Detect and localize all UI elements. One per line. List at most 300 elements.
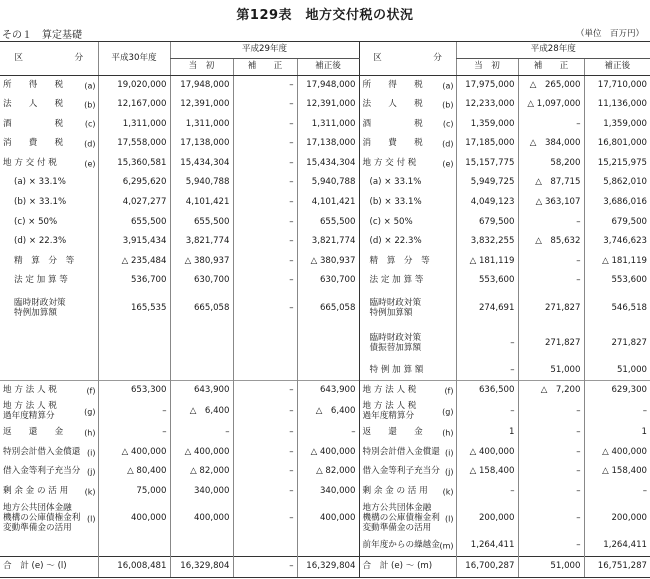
right-row-label <box>359 537 456 557</box>
right-row-label <box>359 252 456 272</box>
row-label-text: 地方公共団体金融 機構の公庫債権金利 変動準備金の活用 <box>3 503 81 534</box>
cell-h28-initial: 274,691 <box>456 291 518 326</box>
left-row-label <box>0 95 98 115</box>
row-label-text: 臨時財政対策 特例加算額 <box>14 297 66 318</box>
cell-h29-after <box>297 361 359 381</box>
cell-h29-after: 340,000 <box>297 482 359 502</box>
cell-h28-after: 546,518 <box>584 291 650 326</box>
cell-h30: 653,300 <box>98 381 170 401</box>
row-mark: (f) <box>444 386 454 396</box>
cell-h30: 536,700 <box>98 271 170 291</box>
row-label-text: 特別会計借入金償還 <box>3 446 81 457</box>
right-row-label <box>359 443 456 463</box>
cell-h30: 165,535 <box>98 291 170 326</box>
row-label-text: (a) × 33.1% <box>369 177 422 188</box>
cell-h28-after: 11,136,000 <box>584 95 650 115</box>
table-row <box>0 213 650 233</box>
row-label-text: 法 人 税 <box>3 98 64 109</box>
cell-h29-correction: – <box>233 154 297 174</box>
header-kubun-right: 区 分 <box>359 42 456 76</box>
row-label-text: 臨時財政対策 債振替加算額 <box>369 332 422 353</box>
cell-h29-correction <box>233 537 297 557</box>
table-row <box>0 232 650 252</box>
cell-h28-initial: 679,500 <box>456 213 518 233</box>
cell-h29-after: 3,821,774 <box>297 232 359 252</box>
left-row-label <box>0 115 98 135</box>
cell-h28-correction: △ 7,200 <box>518 381 584 401</box>
cell-h28-correction: – <box>518 443 584 463</box>
row-label-text: (d) × 22.3% <box>369 236 422 247</box>
table-row <box>0 482 650 502</box>
row-label-text: 地 方 交 付 税 <box>362 157 417 168</box>
cell-h29-initial <box>170 537 233 557</box>
row-label-text: 酒 税 <box>362 118 423 129</box>
table-row <box>0 134 650 154</box>
cell-h29-initial: 643,900 <box>170 381 233 401</box>
table-row <box>0 154 650 174</box>
cell-h29-initial: 340,000 <box>170 482 233 502</box>
row-mark: (j) <box>87 467 96 477</box>
left-row-label <box>0 76 98 96</box>
right-row-label <box>359 326 456 361</box>
cell-h28-correction: – <box>518 502 584 537</box>
row-mark: (i) <box>445 448 454 458</box>
cell-h30 <box>98 361 170 381</box>
cell-h29-correction: – <box>233 115 297 135</box>
header-h28: 平成28年度 <box>456 42 650 59</box>
right-row-label <box>359 291 456 326</box>
cell-h28-correction: 271,827 <box>518 291 584 326</box>
table-body <box>0 76 650 578</box>
row-mark: (b) <box>442 100 454 110</box>
left-row-label <box>0 400 98 423</box>
row-label-text: (c) × 50% <box>369 216 413 227</box>
table-row <box>0 271 650 291</box>
cell-h28-initial: 5,949,725 <box>456 173 518 193</box>
left-row-label <box>0 193 98 213</box>
cell-h29-correction: – <box>233 482 297 502</box>
row-label-text: 地 方 法 人 税 <box>362 384 417 395</box>
cell-h29-after: – <box>297 423 359 443</box>
row-label-text: (c) × 50% <box>14 216 58 227</box>
row-mark: (c) <box>442 119 454 129</box>
right-row-label <box>359 482 456 502</box>
cell-h29-correction: – <box>233 423 297 443</box>
table-row <box>0 462 650 482</box>
table-row <box>0 252 650 272</box>
cell-h30: △ 80,400 <box>98 462 170 482</box>
cell-h28-correction: – <box>518 537 584 557</box>
right-row-label <box>359 462 456 482</box>
row-mark: (g) <box>84 407 96 417</box>
row-mark: (h) <box>84 428 96 438</box>
cell-h28-correction: 51,000 <box>518 556 584 577</box>
cell-h29-correction <box>233 326 297 361</box>
cell-h29-correction: – <box>233 291 297 326</box>
cell-h28-correction: – <box>518 462 584 482</box>
right-row-label <box>359 95 456 115</box>
tax-table <box>0 41 650 578</box>
cell-h29-after: 12,391,000 <box>297 95 359 115</box>
cell-h29-initial: 3,821,774 <box>170 232 233 252</box>
cell-h28-after: – <box>584 400 650 423</box>
cell-h28-initial: △ 181,119 <box>456 252 518 272</box>
cell-h30: 16,008,481 <box>98 556 170 577</box>
row-label-text: 地 方 法 人 税 過年度精算分 <box>362 400 417 421</box>
cell-h28-initial: 17,975,000 <box>456 76 518 96</box>
cell-h30: 655,500 <box>98 213 170 233</box>
cell-h28-correction: – <box>518 115 584 135</box>
row-label-text: 消 費 税 <box>3 138 64 149</box>
cell-h30: △ 235,484 <box>98 252 170 272</box>
table-row <box>0 291 650 326</box>
cell-h29-initial: △ 380,937 <box>170 252 233 272</box>
header-h30: 平成30年度 <box>98 42 170 76</box>
cell-h29-after: 16,329,804 <box>297 556 359 577</box>
cell-h28-initial: 17,185,000 <box>456 134 518 154</box>
row-label-text: 借入金等利子充当分 <box>3 466 81 477</box>
row-mark: (l) <box>87 514 96 524</box>
cell-h29-after: 400,000 <box>297 502 359 537</box>
cell-h28-after: 1 <box>584 423 650 443</box>
row-mark: (e) <box>442 159 454 169</box>
left-row-label <box>0 443 98 463</box>
cell-h29-after <box>297 537 359 557</box>
cell-h28-after: △ 181,119 <box>584 252 650 272</box>
row-label-text: 合 計 (e) ～ (l) <box>3 560 67 571</box>
cell-h29-initial: 400,000 <box>170 502 233 537</box>
cell-h28-initial: △ 158,400 <box>456 462 518 482</box>
cell-h30: 15,360,581 <box>98 154 170 174</box>
right-row-label <box>359 115 456 135</box>
cell-h28-correction: – <box>518 252 584 272</box>
right-row-label <box>359 502 456 537</box>
table-row <box>0 502 650 537</box>
cell-h29-correction: – <box>233 443 297 463</box>
right-row-label <box>359 556 456 577</box>
cell-h28-correction: △ 265,000 <box>518 76 584 96</box>
left-row-label <box>0 154 98 174</box>
cell-h29-correction: – <box>233 502 297 537</box>
cell-h28-initial: 12,233,000 <box>456 95 518 115</box>
row-label-text: 地 方 法 人 税 過年度精算分 <box>3 400 57 421</box>
row-label-text: (a) × 33.1% <box>14 177 66 188</box>
left-row-label <box>0 381 98 401</box>
cell-h30 <box>98 537 170 557</box>
cell-h28-correction: △ 87,715 <box>518 173 584 193</box>
cell-h29-after <box>297 326 359 361</box>
cell-h29-initial: 630,700 <box>170 271 233 291</box>
cell-h29-after: 665,058 <box>297 291 359 326</box>
cell-h28-correction: – <box>518 423 584 443</box>
cell-h29-initial: 655,500 <box>170 213 233 233</box>
cell-h28-correction: 58,200 <box>518 154 584 174</box>
right-row-label <box>359 134 456 154</box>
cell-h28-initial: – <box>456 326 518 361</box>
row-mark: (k) <box>84 487 96 497</box>
cell-h28-after: 16,801,000 <box>584 134 650 154</box>
cell-h29-correction: – <box>233 76 297 96</box>
right-row-label <box>359 193 456 213</box>
cell-h29-initial: 1,311,000 <box>170 115 233 135</box>
cell-h29-after: 655,500 <box>297 213 359 233</box>
table-row <box>0 193 650 213</box>
cell-h29-initial: 4,101,421 <box>170 193 233 213</box>
header-h29-after: 補正後 <box>297 59 359 76</box>
cell-h29-correction: – <box>233 252 297 272</box>
cell-h28-correction: – <box>518 400 584 423</box>
cell-h29-correction: – <box>233 95 297 115</box>
table-row <box>0 400 650 423</box>
row-mark: (g) <box>442 407 454 417</box>
cell-h28-initial: 4,049,123 <box>456 193 518 213</box>
cell-h28-initial: – <box>456 361 518 381</box>
cell-h28-correction: △ 1,097,000 <box>518 95 584 115</box>
table-row <box>0 76 650 96</box>
right-row-label <box>359 423 456 443</box>
cell-h28-after: 3,686,016 <box>584 193 650 213</box>
left-row-label <box>0 462 98 482</box>
left-row-label <box>0 213 98 233</box>
cell-h28-correction: – <box>518 213 584 233</box>
cell-h29-correction: – <box>233 400 297 423</box>
cell-h29-correction: – <box>233 134 297 154</box>
table-row <box>0 537 650 557</box>
row-label-text: 地 方 交 付 税 <box>3 157 57 168</box>
table-row <box>0 443 650 463</box>
cell-h29-after: △ 380,937 <box>297 252 359 272</box>
cell-h30 <box>98 326 170 361</box>
cell-h30: 1,311,000 <box>98 115 170 135</box>
cell-h29-initial: 16,329,804 <box>170 556 233 577</box>
left-row-label <box>0 173 98 193</box>
cell-h28-after: 15,215,975 <box>584 154 650 174</box>
row-label-text: 特 例 加 算 額 <box>369 364 424 375</box>
cell-h29-correction: – <box>233 381 297 401</box>
cell-h29-after: 643,900 <box>297 381 359 401</box>
table-row <box>0 361 650 381</box>
row-label-text: 返 還 金 <box>3 427 64 438</box>
section-subtitle: その１ 算定基礎 <box>2 30 82 41</box>
cell-h29-correction: – <box>233 213 297 233</box>
cell-h29-after: 5,940,788 <box>297 173 359 193</box>
cell-h28-after: – <box>584 482 650 502</box>
cell-h28-initial: △ 400,000 <box>456 443 518 463</box>
cell-h28-correction: 271,827 <box>518 326 584 361</box>
cell-h28-correction: △ 363,107 <box>518 193 584 213</box>
row-label-text: 法 人 税 <box>362 98 423 109</box>
cell-h29-correction: – <box>233 193 297 213</box>
cell-h29-initial: – <box>170 423 233 443</box>
row-mark: (m) <box>439 541 454 551</box>
left-row-label <box>0 361 98 381</box>
cell-h28-correction: △ 85,632 <box>518 232 584 252</box>
cell-h28-initial: – <box>456 482 518 502</box>
right-row-label <box>359 213 456 233</box>
row-mark: (h) <box>442 428 454 438</box>
cell-h28-after: 1,359,000 <box>584 115 650 135</box>
left-row-label <box>0 232 98 252</box>
table-row <box>0 326 650 361</box>
cell-h29-after: 4,101,421 <box>297 193 359 213</box>
row-label-text: 所 得 税 <box>3 79 64 90</box>
cell-h29-initial <box>170 326 233 361</box>
row-label-text: (d) × 22.3% <box>14 236 67 247</box>
cell-h28-after: △ 158,400 <box>584 462 650 482</box>
row-mark: (c) <box>84 119 96 129</box>
row-label-text: 所 得 税 <box>362 79 423 90</box>
cell-h30: 19,020,000 <box>98 76 170 96</box>
cell-h28-initial: 200,000 <box>456 502 518 537</box>
cell-h30: 17,558,000 <box>98 134 170 154</box>
header-h28-after: 補正後 <box>584 59 650 76</box>
right-row-label <box>359 271 456 291</box>
cell-h30: 3,915,434 <box>98 232 170 252</box>
table-row <box>0 381 650 401</box>
cell-h28-after: △ 400,000 <box>584 443 650 463</box>
right-row-label <box>359 154 456 174</box>
cell-h29-after: △ 82,000 <box>297 462 359 482</box>
cell-h28-after: 629,300 <box>584 381 650 401</box>
row-mark: (d) <box>442 139 454 149</box>
right-row-label <box>359 361 456 381</box>
row-label-text: (b) × 33.1% <box>14 196 67 207</box>
cell-h29-initial: 17,138,000 <box>170 134 233 154</box>
cell-h30: – <box>98 400 170 423</box>
row-label-text: 臨時財政対策 特例加算額 <box>369 297 422 318</box>
cell-h29-after: 17,948,000 <box>297 76 359 96</box>
cell-h28-after: 1,264,411 <box>584 537 650 557</box>
cell-h28-correction: 51,000 <box>518 361 584 381</box>
row-label-text: 地 方 法 人 税 <box>3 384 57 395</box>
header-h29-initial: 当 初 <box>170 59 233 76</box>
left-row-label <box>0 423 98 443</box>
cell-h29-initial: 17,948,000 <box>170 76 233 96</box>
row-mark: (j) <box>445 467 454 477</box>
cell-h29-initial: △ 82,000 <box>170 462 233 482</box>
left-row-label <box>0 556 98 577</box>
cell-h28-after: 679,500 <box>584 213 650 233</box>
cell-h29-initial: 665,058 <box>170 291 233 326</box>
cell-h29-after: 17,138,000 <box>297 134 359 154</box>
left-row-label <box>0 537 98 557</box>
left-row-label <box>0 252 98 272</box>
page-title: 第129表 地方交付税の状況 <box>236 8 414 23</box>
right-row-label <box>359 173 456 193</box>
header-h28-initial: 当 初 <box>456 59 518 76</box>
row-label-text: 返 還 金 <box>362 427 423 438</box>
right-row-label <box>359 381 456 401</box>
cell-h28-after: 17,710,000 <box>584 76 650 96</box>
left-row-label <box>0 134 98 154</box>
right-row-label <box>359 400 456 423</box>
cell-h28-initial: 16,700,287 <box>456 556 518 577</box>
left-row-label <box>0 502 98 537</box>
cell-h29-initial: △ 6,400 <box>170 400 233 423</box>
left-row-label <box>0 482 98 502</box>
cell-h29-initial <box>170 361 233 381</box>
row-label-text: 前年度からの繰越金 <box>362 540 440 551</box>
header-h29-correction: 補 正 <box>233 59 297 76</box>
row-label-text: 精 算 分 等 <box>14 255 75 266</box>
cell-h29-after: 1,311,000 <box>297 115 359 135</box>
table-row <box>0 423 650 443</box>
cell-h30: 4,027,277 <box>98 193 170 213</box>
cell-h29-initial: 5,940,788 <box>170 173 233 193</box>
cell-h28-initial: – <box>456 400 518 423</box>
row-label-text: 法 定 加 算 等 <box>369 275 424 286</box>
cell-h29-correction: – <box>233 271 297 291</box>
cell-h28-correction: – <box>518 271 584 291</box>
unit-note: （単位 百万円） <box>575 29 644 39</box>
row-mark: (d) <box>84 139 96 149</box>
left-row-label <box>0 291 98 326</box>
table-row <box>0 556 650 577</box>
row-mark: (l) <box>445 514 454 524</box>
cell-h28-after: 51,000 <box>584 361 650 381</box>
cell-h29-correction: – <box>233 232 297 252</box>
row-label-text: 酒 税 <box>3 118 64 129</box>
cell-h28-initial: 1,359,000 <box>456 115 518 135</box>
row-mark: (a) <box>442 80 454 90</box>
row-label-text: 特別会計借入金償還 <box>362 446 440 457</box>
cell-h30: 12,167,000 <box>98 95 170 115</box>
row-mark: (f) <box>86 386 96 396</box>
row-mark: (b) <box>84 100 96 110</box>
cell-h29-after: 630,700 <box>297 271 359 291</box>
cell-h30: 6,295,620 <box>98 173 170 193</box>
right-row-label <box>359 76 456 96</box>
header-h28-correction: 補 正 <box>518 59 584 76</box>
cell-h28-after: 5,862,010 <box>584 173 650 193</box>
cell-h28-after: 553,600 <box>584 271 650 291</box>
cell-h28-after: 16,751,287 <box>584 556 650 577</box>
cell-h28-after: 271,827 <box>584 326 650 361</box>
header-kubun-left: 区 分 <box>0 42 98 76</box>
cell-h28-correction: △ 384,000 <box>518 134 584 154</box>
row-label-text: 剰 余 金 の 活 用 <box>3 485 69 496</box>
row-mark: (a) <box>84 80 96 90</box>
cell-h29-correction <box>233 361 297 381</box>
cell-h29-initial: 12,391,000 <box>170 95 233 115</box>
cell-h30: △ 400,000 <box>98 443 170 463</box>
row-label-text: 合 計 (e) ～ (m) <box>362 560 433 571</box>
row-label-text: 精 算 分 等 <box>369 255 430 266</box>
cell-h29-correction: – <box>233 462 297 482</box>
cell-h29-after: △ 400,000 <box>297 443 359 463</box>
cell-h30: 75,000 <box>98 482 170 502</box>
left-row-label <box>0 271 98 291</box>
row-label-text: (b) × 33.1% <box>369 196 422 207</box>
cell-h29-correction: – <box>233 556 297 577</box>
row-label-text: 地方公共団体金融 機構の公庫債権金利 変動準備金の活用 <box>362 503 440 534</box>
cell-h28-initial: 1 <box>456 423 518 443</box>
cell-h28-initial: 553,600 <box>456 271 518 291</box>
right-row-label <box>359 232 456 252</box>
left-row-label <box>0 326 98 361</box>
header-h29: 平成29年度 <box>170 42 359 59</box>
cell-h28-initial: 15,157,775 <box>456 154 518 174</box>
table-row <box>0 95 650 115</box>
row-label-text: 法 定 加 算 等 <box>14 275 68 286</box>
cell-h28-initial: 636,500 <box>456 381 518 401</box>
cell-h29-after: 15,434,304 <box>297 154 359 174</box>
cell-h28-correction: – <box>518 482 584 502</box>
cell-h29-initial: 15,434,304 <box>170 154 233 174</box>
table-row <box>0 115 650 135</box>
cell-h29-correction: – <box>233 173 297 193</box>
cell-h28-after: 3,746,623 <box>584 232 650 252</box>
